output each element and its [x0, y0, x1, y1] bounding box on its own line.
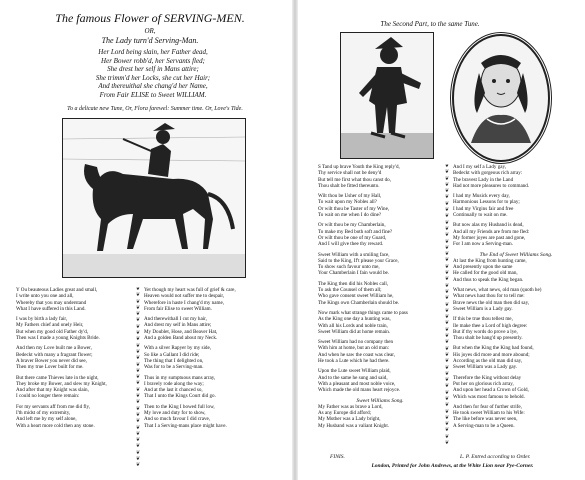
verse-line: Bedeckt with gorgeous rich array: — [453, 170, 523, 177]
horse-rider-woodcut — [62, 118, 246, 278]
verse-line: And thus to speak the King began. — [453, 276, 524, 283]
verse-line: Yet though my heart was full of grief & care, — [144, 287, 236, 293]
verse-line: My former joyes are past and gone, — [453, 234, 526, 241]
verse-line: With a pleasant and most noble voice, — [318, 380, 396, 387]
verse-line: But when the King the King had found, — [453, 345, 534, 352]
verse-line: But now alas my Husband is dead, — [453, 222, 524, 229]
verse-line: To wait upon my Nobles all? — [318, 199, 377, 206]
verse-line: And I will give thee thy reward. — [318, 241, 384, 248]
verse-line: Or wilt thou be my Chamberlain, — [318, 222, 386, 229]
verse-line: Bedeckt with many a fragrant flower; — [16, 351, 93, 358]
verse-line: What I have suffered in this Land. — [16, 305, 86, 312]
verse-line: I bravely rode along the way; — [144, 380, 204, 387]
verse-line: Sweet William is a Lady gay. — [453, 305, 513, 312]
verse-line: And when he saw the coast was clear, — [318, 351, 396, 358]
ballad-title: The famous Flower of SERVING-MEN. — [55, 11, 245, 25]
verse-line: A Serving-man to be a Queen. — [453, 422, 515, 429]
verse-line: Ile make thee a Lord of high degree: — [453, 322, 528, 329]
intro-line: And thereuithal she chang'd her Name, — [98, 82, 208, 91]
intro-line: She trimm'd her Locks, she cut her Hair; — [95, 73, 211, 82]
intro-line: Her Lord being slain, her Father dead, — [98, 48, 208, 56]
second-part-column-1 — [318, 164, 442, 429]
verse-line: Your Chamberlain I fain would be. — [318, 270, 390, 277]
lady-portrait-woodcut — [450, 32, 552, 164]
verse-line: He took sweet William to his Wife: — [453, 410, 525, 417]
verse-line: Then my true Lover built for me. — [16, 364, 84, 371]
verse-line: And to the same he sung and said, — [318, 374, 388, 381]
verse-line: Which made the old mans heart rejoyce. — [318, 387, 401, 394]
verse-line: Therefore the King without delay — [453, 374, 522, 381]
verse-line: If this be true thou tellest me, — [453, 316, 513, 323]
verse-line: The bravest Lady in the Land — [453, 176, 514, 183]
verse-line: Brave news the old man then did say, — [453, 299, 530, 306]
printer-imprint: London, Printed for John Andrews, at the White Lion near Pye-Corner. — [371, 463, 534, 469]
song-end-heading: The End of Sweet Williams Song. — [479, 251, 553, 258]
verse-line: Now mark what strange things came to pass — [318, 309, 408, 316]
verse-line: I had my Musick every day, — [453, 193, 510, 200]
ballad-subtitle: The Lady turn'd Serving-Man. — [101, 36, 199, 45]
verse-line: What news hast thou for to tell me: — [453, 293, 525, 300]
verse-line: Wherefore in haste I chang'd my name, — [144, 299, 224, 306]
verse-line: And drest my self in Mans attire; — [144, 322, 212, 329]
verse-line: Y Ou beauteous Ladies great and small, — [16, 287, 98, 293]
verse-line: And all my Friends are from me fled: — [453, 228, 530, 235]
verse-line: Upon the Lute sweet William plaid, — [318, 368, 391, 375]
ornament-divider: ❦ ❦ ❦ ❦ ❦ ❦ ❦ ❦ ❦ ❦ ❦ ❦ ❦ ❦ ❦ ❦ ❦ ❦ ❦ ❦ ❦ ❦ ❦ ❦ ❦ ❦ ❦ ❦ ❦ ❦ ❦ ❦ ❦ ❦ ❦ ❦ ❦ ❦ ❦ ❦ ❦ ❦ ❦ ❦ ❦ — [444, 164, 450, 447]
verse-line: Heaven would not suffer me to despair, — [144, 293, 225, 300]
verse-line: As the King one day a hunting was, — [318, 316, 391, 323]
second-part-title: The Second Part, to the same Tune. — [380, 20, 480, 28]
verse-line: With all his Lords and noble train, — [318, 322, 388, 329]
verse-line: And at the last it chanced so, — [144, 387, 203, 394]
song-heading: Sweet Williams Song. — [356, 397, 404, 404]
verse-line: And upon her head a Crown of Gold, — [453, 387, 529, 394]
verse-line: Whereby that you may understand — [16, 299, 87, 306]
intro-line: From Fair ELISE to Sweet WILLIAM. — [99, 90, 207, 99]
verse-line: With a heart more cold then any stone. — [16, 422, 95, 429]
verse-line: For my servants aff from me did fly, — [16, 403, 90, 410]
verse-line: S Tand up brave Youth the King reply'd, — [318, 164, 400, 170]
ornament-divider: ❦ ❦ ❦ ❦ ❦ ❦ ❦ ❦ ❦ ❦ ❦ ❦ ❦ ❦ ❦ ❦ ❦ ❦ ❦ ❦ ❦ ❦ ❦ ❦ ❦ ❦ ❦ ❦ ❦ — [135, 287, 141, 469]
verse-line: He called for the good old man, — [453, 270, 518, 277]
verse-line: I write unto you one and all, — [16, 293, 74, 300]
verse-line: And a golden Band about my Neck. — [144, 335, 218, 342]
verse-line: And I my self a Lady gay, — [453, 164, 506, 170]
verse-line: My Mother was a Lady bright, — [318, 416, 381, 423]
verse-line: Sweet William with a smiling face, — [318, 251, 390, 258]
verse-line: As any Europe did afford; — [318, 410, 372, 417]
verse-line: My Fathers chief and onely Heir, — [16, 322, 84, 329]
verse-line: Or wilt thou be one of my Guard, — [318, 234, 387, 241]
verse-line: For I am now a Serving-man. — [453, 241, 513, 248]
verse-line: I'th midst of my extremity, — [16, 410, 71, 417]
verse-line: What news, what news, old man (quoth he) — [453, 287, 542, 294]
page-fold — [292, 0, 298, 480]
verse-line: They broke my Bower, and slew my Knight, — [16, 380, 107, 387]
verse-line: Wilt thou be Usher of my Hall, — [318, 193, 382, 200]
intro-line: She drest her self in Mans attire; — [107, 65, 199, 74]
verse-line: And presently upon the same — [453, 264, 513, 271]
verse-line: The Kings own Chamberlain should be. — [318, 299, 400, 306]
verse-line: But tell me first what thou canst do, — [318, 176, 391, 183]
verse-line: Was for to be a Serving-man. — [144, 364, 204, 371]
verse-line: To ask the Counsel of them all; — [318, 287, 382, 294]
verse-line: According as the old man did say, — [453, 358, 523, 365]
verse-line: My Husband was a valiant Knight. — [318, 422, 390, 429]
verse-line: With a silver Rapyer by my side, — [144, 345, 211, 352]
tune-line: To a delicate new Tune, Or, Flora farewel: Summer time. Or, Love's Tide. — [67, 106, 243, 112]
verse-line: And left me by my self alone, — [16, 416, 77, 423]
verse-line: To make my Bed both soft and fine? — [318, 228, 393, 235]
license-line: L. P. Entred according to Order. — [460, 454, 531, 460]
verse-line: My Doublet, Hose, and Beaver Hat, — [144, 328, 218, 335]
verse-column-2 — [144, 287, 282, 429]
verse-line: His joyes did more and more abound; — [453, 351, 530, 358]
verse-line: So like a Gallant I did ride; — [144, 351, 200, 358]
finis-mark: FINIS. — [330, 454, 345, 460]
verse-line: My Father was as brave a Lord, — [318, 403, 383, 410]
verse-line: He took a Lute which he had there. — [318, 358, 390, 365]
verse-line: And then my Love built me a Bower, — [16, 345, 92, 352]
verse-line: And after that my Knight was slain, — [16, 387, 89, 394]
verse-line: Harmonious Lessons for to play; — [453, 199, 520, 206]
verse-line: At last the King from hunting came, — [453, 257, 527, 264]
verse-line: I was by birth a lady fair, — [16, 316, 68, 323]
verse-line: Then to the King I bowed full low, — [144, 403, 215, 410]
verse-line: The King then did his Nobles call, — [318, 280, 389, 287]
ballad-subtitle-or: OR, — [144, 27, 156, 35]
verse-line: Continually to wait on me. — [453, 212, 508, 219]
verse-line: Which was most famous to behold. — [453, 393, 525, 400]
verse-line: Or wilt thou be Taster of my Wine, — [318, 205, 390, 212]
verse-line: Sweet William was a Lady gay. — [453, 364, 518, 371]
verse-line: A braver Bower you never did see, — [16, 357, 87, 364]
verse-line: And then for fear of further strife, — [453, 403, 522, 410]
verse-line: That I a Serving-mans place might have. — [144, 422, 227, 429]
verse-line: Thou shalt be fitted thereunto. — [318, 182, 380, 189]
verse-line: Had not more pleasures to command. — [453, 182, 530, 189]
verse-line: Thus in my sumptuous mans array, — [144, 374, 216, 381]
verse-line: Sweet William had no company then — [318, 339, 394, 346]
verse-line: Who gave consent sweet William he, — [318, 293, 394, 300]
verse-line: My love and duty for to show, — [144, 410, 206, 417]
gentleman-woodcut — [340, 32, 434, 159]
verse-line: And therewithall I cut my hair, — [144, 316, 207, 323]
verse-line: To show such favour unto me, — [318, 264, 380, 271]
verse-line: To wait on me when I do dine? — [318, 212, 382, 219]
verse-line: Said to the King, If't please your Grace, — [318, 257, 399, 264]
verse-line: I could no longer there remain: — [16, 393, 80, 400]
verse-line: That I unto the Kings Court did go. — [144, 393, 216, 400]
verse-line: And so much favour I did crave, — [144, 416, 211, 423]
intro-line: Her Bower robb'd, her Servants fled; — [101, 56, 205, 65]
verse-line: But if thy words do prove a lye, — [453, 328, 518, 335]
second-part-column-2 — [453, 164, 579, 429]
verse-line: Put her on glorious rich array, — [453, 380, 514, 387]
verse-column-1 — [16, 287, 133, 429]
verse-line: But there came Thieves late in the night, — [16, 374, 99, 381]
verse-line: Thou shalt be hang'd up presently. — [453, 335, 523, 342]
verse-line: I had my Virgins fair and free — [453, 205, 514, 212]
verse-line: The like before was never seen, — [453, 416, 518, 423]
verse-line: With him at home, but an old man: — [318, 345, 390, 352]
verse-line: From fair Elise to sweet William. — [144, 305, 212, 312]
verse-line: Sweet William did at home remain. — [318, 328, 391, 335]
intro-verse — [58, 48, 248, 100]
verse-line: The thing that I delighted on, — [144, 357, 204, 364]
verse-line: But when my good old Father dy'd, — [16, 328, 89, 335]
verse-line: Thy service shall not be deny'd — [318, 170, 382, 177]
verse-line: Then was I made a young Knights Bride. — [16, 335, 100, 342]
